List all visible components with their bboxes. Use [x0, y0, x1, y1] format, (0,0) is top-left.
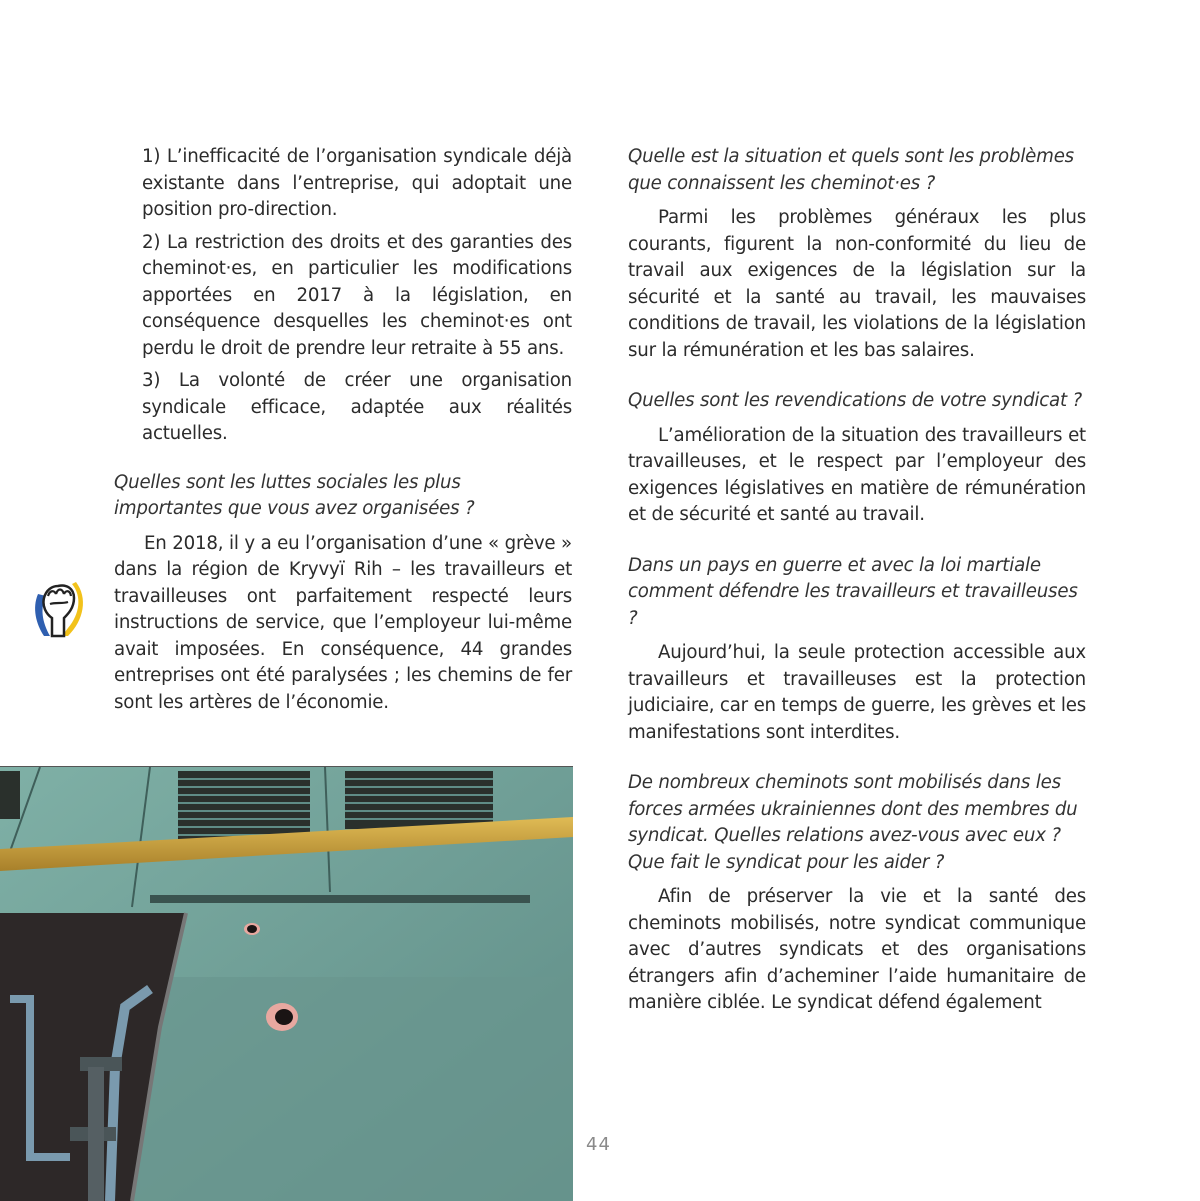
left-column	[114, 144, 572, 716]
answer-mobilises: Afin de préserver la vie et la santé des cheminots mobilisés, notre syndicat communique avec d’autres syndicats et des organisations étrangers afin d’acheminer l’aide humanitaire de manière ciblée. Le syndicat défend également	[628, 886, 1086, 1013]
question-guerre: Dans un pays en guerre et avec la loi martiale comment défendre les travailleurs et travailleuses ?	[628, 554, 1078, 629]
answer-luttes: En 2018, il y a eu l’organisation d’une « grève » dans la région de Kryvyï Rih – les travailleurs et travailleuses ont parfaitement respecté leurs instructions de service, que l’employeur lui-même avait imposées. En conséquence, 44 grandes entreprises ont été paralysées ; les chemins de fer sont les artères de l’économie.	[114, 532, 572, 713]
locomotive-photo	[0, 766, 573, 1201]
right-column	[628, 144, 1086, 1017]
answer-revendications: L’amélioration de la situation des travailleurs et travailleuses, et le respect par l’employeur des exigences législatives en matière de rémunération et de sécurité et santé au travail.	[628, 424, 1086, 525]
question-luttes: Quelles sont les luttes sociales les plus importantes que vous avez organisées ?	[114, 471, 475, 519]
list-item-1: 1) L’inefficacité de l’organisation syndicale déjà existante dans l’entreprise, qui adoptait une position pro-direction.	[142, 146, 572, 220]
raised-fist-icon	[28, 574, 88, 642]
question-revendications: Quelles sont les revendications de votre syndicat ?	[628, 390, 1082, 411]
list-item-2: 2) La restriction des droits et des garanties des cheminot·es, en particulier les modifications apportées en 2017 à la législation, en conséquence desquelles les cheminot·es ont perdu le droit de prendre leur retraite à 55 ans.	[142, 231, 572, 359]
question-mobilises: De nombreux cheminots sont mobilisés dans les forces armées ukrainiennes dont des membres du syndicat. Quelles relations avez-vous avec eux ? Que fait le syndicat pour les aider ?	[628, 772, 1078, 873]
question-situation: Quelle est la situation et quels sont les problèmes que connaissent les cheminot·es ?	[628, 146, 1074, 194]
answer-guerre: Aujourd’hui, la seule protection accessible aux travailleurs et travailleuses est la protection judiciaire, car en temps de guerre, les grèves et les manifestations sont interdites.	[628, 642, 1086, 743]
list-item-3: 3) La volonté de créer une organisation syndicale efficace, adaptée aux réalités actuelles.	[142, 370, 572, 444]
answer-situation: Parmi les problèmes généraux les plus courants, figurent la non-conformité du lieu de travail aux exigences de la législation sur la sécurité et la santé au travail, les mauvaises conditions de travail, les violations de la législation sur la rémunération et les bas salaires.	[628, 207, 1086, 361]
page-number: 44	[586, 1134, 611, 1155]
